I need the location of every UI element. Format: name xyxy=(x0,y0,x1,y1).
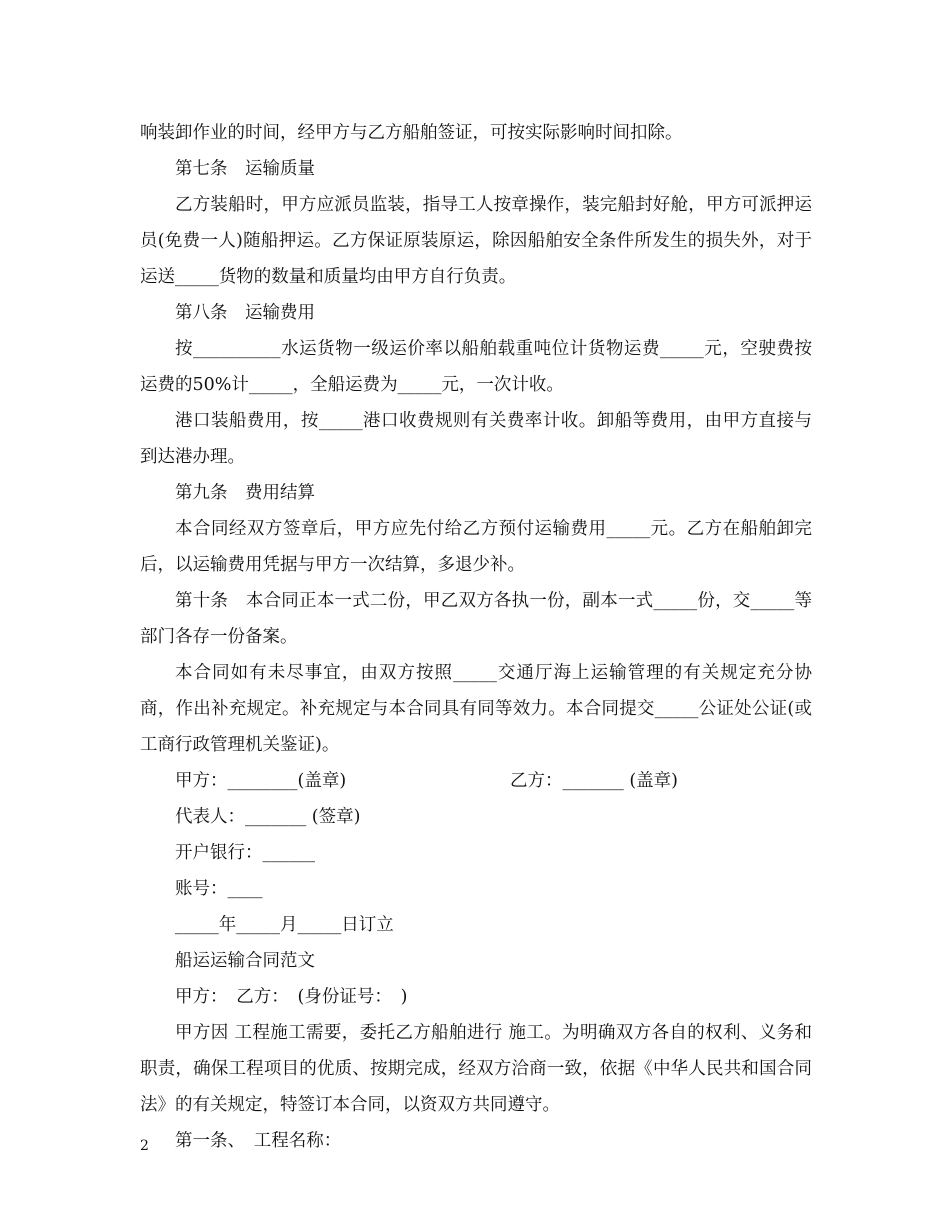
paragraph: 本合同经双方签章后，甲方应先付给乙方预付运输费用_____元。乙方在船舶卸完后，以运输费用凭据与甲方一次结算，多退少补。 xyxy=(140,519,812,575)
party-b-signature: 乙方：_______ (盖章) xyxy=(510,771,678,791)
bank-line: 开户银行：______ xyxy=(175,843,315,863)
section-heading-8: 第八条 运输费用 xyxy=(175,303,315,323)
party-a-signature: 甲方：________(盖章) xyxy=(175,771,347,791)
paragraph: 港口装船费用，按_____港口收费规则有关费率计收。卸船等费用，由甲方直接与到达港办理。 xyxy=(140,411,812,467)
account-line: 账号：____ xyxy=(175,879,263,899)
document-body xyxy=(140,115,812,1159)
representative-line: 代表人：_______ (签章) xyxy=(175,807,361,827)
date-line: _____年_____月_____日订立 xyxy=(175,915,394,935)
section-10: 第十条 本合同正本一式二份，甲乙双方各执一份，副本一式_____份，交_____等部门各存一份备案。 xyxy=(140,591,812,647)
paragraph: 本合同如有未尽事宜，由双方按照_____交通厅海上运输管理的有关规定充分协商，作出补充规定。补充规定与本合同具有同等效力。本合同提交_____公证处公证(或工商行政管理机关鉴证)。 xyxy=(140,663,812,755)
parties-line: 甲方： 乙方： (身份证号： ) xyxy=(175,987,408,1007)
paragraph: 乙方装船时，甲方应派员监装，指导工人按章操作，装完船封好舱，甲方可派押运员(免费一人)随船押运。乙方保证原装原运，除因船舶安全条件所发生的损失外，对于运送_____货物的数量和质量均由甲方自行负责。 xyxy=(140,195,812,287)
section-heading-9: 第九条 费用结算 xyxy=(175,483,315,503)
section-heading-1: 第一条、 工程名称： xyxy=(175,1131,342,1151)
section-heading-7: 第七条 运输质量 xyxy=(175,159,315,179)
paragraph: 甲方因 工程施工需要，委托乙方船舶进行 施工。为明确双方各自的权利、义务和职责，确保工程项目的优质、按期完成，经双方洽商一致，依据《中华人民共和国合同法》的有关规定，特签订本合同，以资双方共同遵守。 xyxy=(140,1023,812,1115)
document-title: 船运运输合同范文 xyxy=(175,951,315,971)
page-number: 2 xyxy=(140,1138,149,1154)
paragraph: 按__________水运货物一级运价率以船舶载重吨位计货物运费_____元，空驶费按运费的50%计_____，全船运费为_____元，一次计收。 xyxy=(140,339,812,395)
paragraph: 响装卸作业的时间，经甲方与乙方船舶签证，可按实际影响时间扣除。 xyxy=(140,123,683,143)
signature-row xyxy=(140,763,812,799)
